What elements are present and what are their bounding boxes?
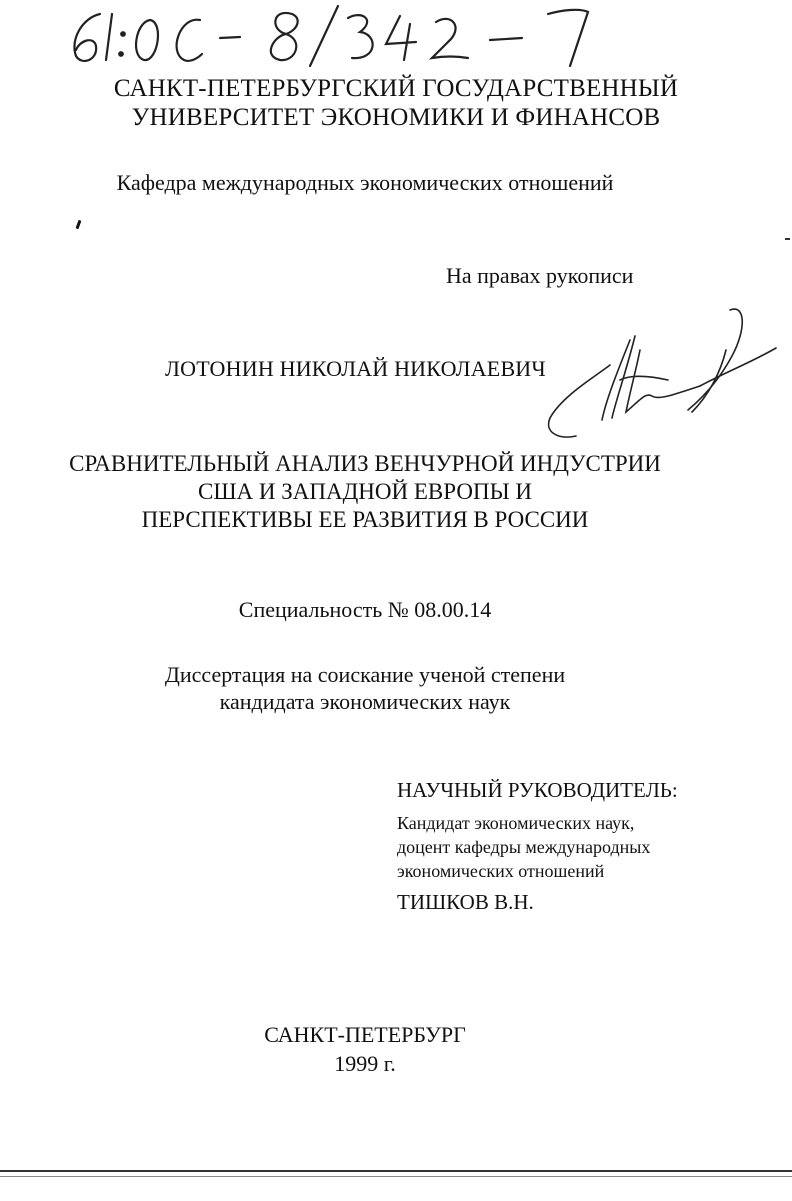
advisor-heading: НАУЧНЫЙ РУКОВОДИТЕЛЬ: [397, 778, 678, 802]
university-name-line-2: УНИВЕРСИТЕТ ЭКОНОМИКИ И ФИНАНСОВ [131, 104, 661, 131]
dissertation-title-line-1: СРАВНИТЕЛЬНЫЙ АНАЛИЗ ВЕНЧУРНОЙ ИНДУСТРИИ [69, 451, 661, 476]
dissertation-title-line-3: ПЕРСПЕКТИВЫ ЕЕ РАЗВИТИЯ В РОССИИ [141, 507, 589, 532]
advisor-credentials-line-3: экономических отношений [397, 861, 605, 881]
advisor-name: ТИШКОВ В.Н. [397, 890, 534, 914]
specialty-code: Специальность № 08.00.14 [238, 597, 492, 622]
handwritten-catalog-number [60, 0, 620, 70]
advisor-credentials-line-1: Кандидат экономических наук, [397, 813, 635, 833]
degree-statement-line-1: Диссертация на соискание ученой степени [164, 662, 566, 687]
year: 1999 г. [334, 1051, 396, 1076]
dissertation-title [0, 450, 730, 534]
degree-statement [0, 661, 730, 715]
dissertation-title-line-2: США И ЗАПАДНОЙ ЕВРОПЫ И [198, 479, 532, 504]
ink-mark [76, 220, 82, 229]
scientific-advisor-block [397, 777, 678, 915]
author-name: ЛОТОНИН НИКОЛАЙ НИКОЛАЕВИЧ [165, 356, 546, 381]
city: САНКТ-ПЕТЕРБУРГ [264, 1022, 466, 1047]
university-name [0, 74, 792, 132]
manuscript-rights-notice: На правах рукописи [446, 263, 634, 288]
scan-edge-line [0, 1176, 792, 1177]
department-name: Кафедра международных экономических отношений [116, 170, 614, 195]
degree-statement-line-2: кандидата экономических наук [219, 689, 511, 714]
city-and-year [0, 1020, 730, 1078]
university-name-line-1: САНКТ-ПЕТЕРБУРГСКИЙ ГОСУДАРСТВЕННЫЙ [113, 75, 679, 102]
advisor-credentials-line-2: доцент кафедры международных [397, 837, 651, 857]
ink-mark [785, 238, 790, 240]
advisor-credentials [397, 811, 678, 883]
author-signature [540, 300, 780, 445]
scan-edge-line [0, 1170, 792, 1172]
